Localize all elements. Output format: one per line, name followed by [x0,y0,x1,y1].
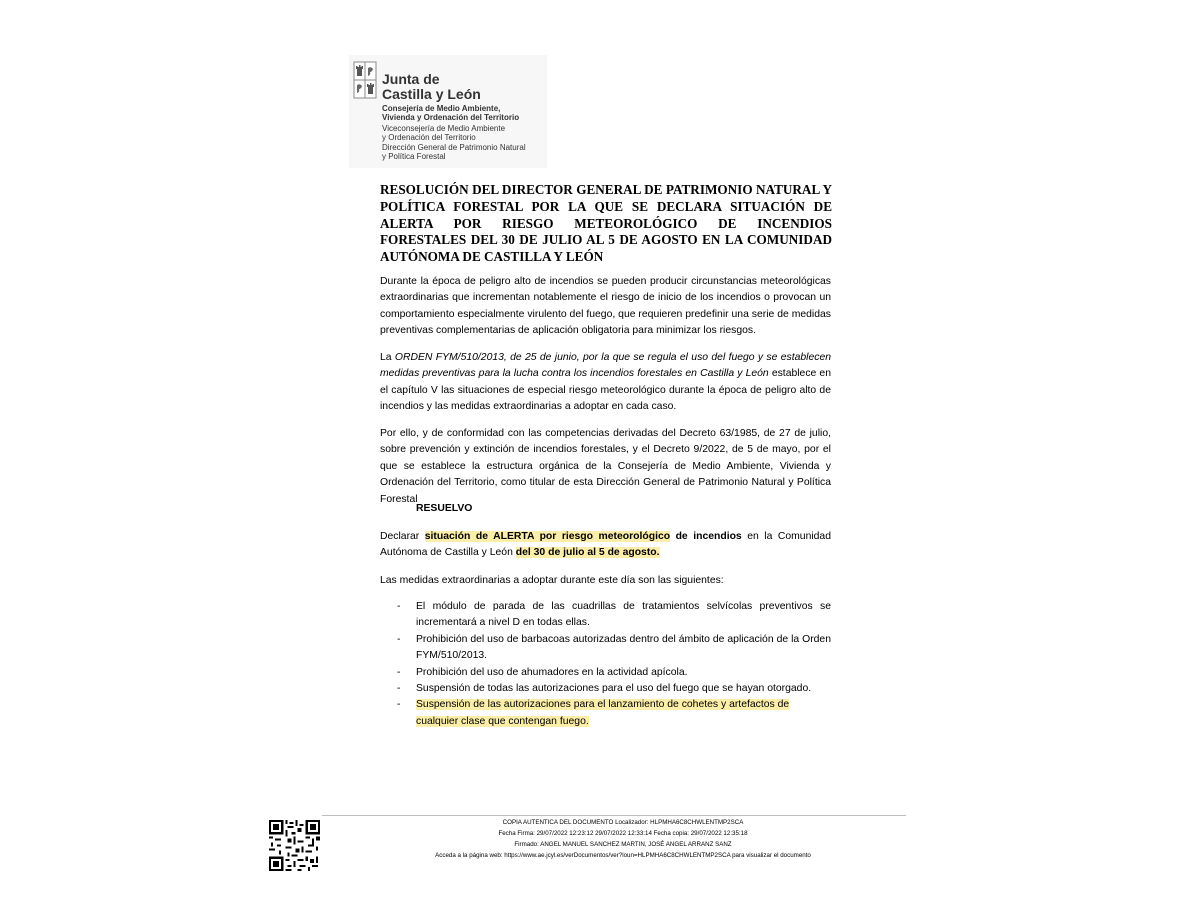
declaration-part4: en la Comunidad Autónoma de Castilla y León [380,531,831,559]
list-item [397,681,831,697]
measure-text: Prohibición del uso de ahumadores en la actividad apícola. [416,666,688,678]
logo-org-line1: Junta de [382,71,440,87]
dash-bullet: - [397,683,401,695]
dash-bullet: - [397,666,401,678]
measures-list [397,599,831,730]
intro-paragraph: Durante la época de peligro alto de incendios se pueden producir circunstancias meteorológicas extraordinarias que incrementan notablemente el riesgo de inicio de los incendios o provocan un comportamiento especialmente virulento del fuego, que requieren predefinir una serie de medidas preventivas complementarias de aplicación obligatoria para minimizar los riesgos. [380,276,831,337]
list-item [397,665,831,681]
footer-dates: Fecha Firma: 29/07/2022 12:23:12 29/07/2022 12:33:14 Fecha copia: 29/07/2022 12:35:18 [498,830,748,837]
measures-intro: Las medidas extraordinarias a adoptar durante este día son las siguientes: [380,575,724,586]
dash-bullet: - [397,699,401,711]
vice-line1: Viceconsejería de Medio Ambiente [382,124,506,133]
logo-org-line2: Castilla y León [382,86,481,102]
direccion-line2: y Política Forestal [382,152,446,161]
consejeria-line2: Vivienda y Ordenación del Territorio [382,113,520,122]
footer-signers: Firmado: ANGEL MANUEL SANCHEZ MARTIN, JOSÉ ANGEL ARRANZ SANZ [514,841,732,848]
measure-text: Suspensión de todas las autorizaciones para el uso del fuego que se hayan otorgado. [416,683,812,695]
dash-bullet: - [397,601,401,612]
footer-divider [322,815,906,816]
vice-line2: y Ordenación del Territorio [382,133,476,142]
qr-code-icon[interactable] [269,820,320,871]
list-item [397,599,831,632]
measure-text: El módulo de parada de las cuadrillas de tratamientos selvícolas preventivos se incrementará a nivel D en todas ellas. [416,601,831,629]
measure-text-highlight: Suspensión de las autorizaciones para el lanzamiento de cohetes y artefactos de cualquier clase que contengan fuego. [416,699,790,727]
resuelvo-heading: RESUELVO [416,503,473,514]
coat-of-arms-icon [353,61,377,99]
orden-suffix: establece en el capítulo V las situaciones de especial riesgo meteorológico durante la época de peligro alto de incendios y las medidas extraordinarias a adoptar en cada caso. [380,368,831,413]
consejeria-line1: Consejería de Medio Ambiente, [382,104,501,113]
orden-citation: ORDEN FYM/510/2013, de 25 de junio, por la que se regula el uso del fuego y se establecen medidas preventivas para la lucha contra los incendios forestales en Castilla y León [380,352,831,380]
list-item [397,632,831,665]
footer-copy-locator: COPIA AUTENTICA DEL DOCUMENTO Localizador: HLPMHA6C8CHWLENTMP2SCA [502,819,744,826]
alert-highlight: situación de ALERTA por riesgo meteorológico [424,531,671,542]
footer-verify-url[interactable]: Acceda a la página web: https://www.ae.jcyl.es/verDocumentos/ver?loun=HLPMHA6C8CHWLENTMP2SCA para visualizar el documento [435,852,811,859]
junta-logo [349,55,547,168]
measure-text: Prohibición del uso de barbacoas autorizadas dentro del ámbito de aplicación de la Orden FYM/510/2013. [416,633,831,662]
list-item [397,697,831,730]
direccion-line1: Dirección General de Patrimonio Natural [382,143,526,152]
resolution-title: RESOLUCIÓN DEL DIRECTOR GENERAL DE PATRIMONIO NATURAL Y POLÍTICA FORESTAL POR LA QUE SE DECLARA SITUACIÓN DE ALERTA POR RIESGO METEOROLÓGICO DE INCENDIOS FORESTALES DEL 30 DE JULIO AL 5 DE AGOSTO EN LA COMUNIDAD AUTÓNOMA DE CASTILLA Y LEÓN [380,182,832,265]
logo-org-name [382,72,481,102]
competencias-paragraph: Por ello, y de conformidad con las competencias derivadas del Decreto 63/1985, de 27 de julio, sobre prevención y extinción de incendios forestales, y el Decreto 9/2022, de 5 de mayo, por el que se establece la estructura orgánica de la Consejería de Medio Ambiente, Vivienda y Ordenación del Territorio, como titular de esta Dirección General de Patrimonio Natural y Política Forestal [380,428,831,505]
orden-paragraph [380,350,831,416]
date-range-highlight: del 30 de julio al 5 de agosto. [515,547,660,559]
verification-footer [340,817,906,861]
dash-bullet: - [397,633,401,645]
declaration-part3: de incendios [670,531,742,542]
declaration-paragraph [380,529,831,562]
declaration-part1: Declarar [380,531,425,542]
orden-prefix: La [380,352,395,363]
